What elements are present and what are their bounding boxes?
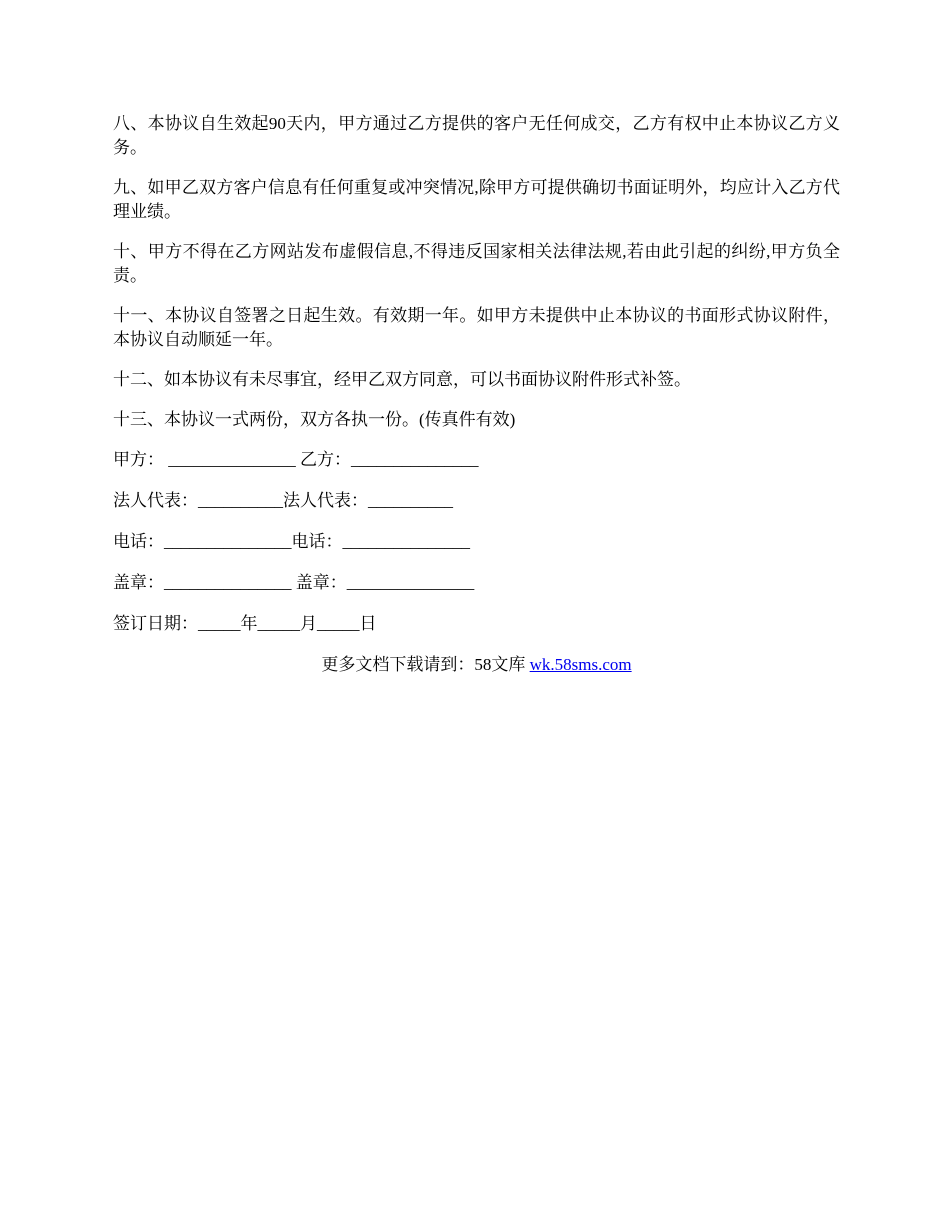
document-page [113,112,840,677]
signature-phone-line: 电话：_______________电话：_______________ [113,532,470,551]
signature-seal-line: 盖章：_______________ 盖章：_______________ [113,573,475,592]
signing-date-line: 签订日期：_____年_____月_____日 [113,614,377,633]
clause-10: 十、甲方不得在乙方网站发布虚假信息,不得违反国家相关法律法规,若由此引起的纠纷,甲方负全责。 [113,242,840,285]
clause-11: 十一、本协议自签署之日起生效。有效期一年。如甲方未提供中止本协议的书面形式协议附件，本协议自动顺延一年。 [113,306,840,349]
footer-download-note [113,653,840,677]
footer-text: 更多文档下载请到：58文库 [321,655,530,674]
signature-legal-rep-line: 法人代表：__________法人代表：__________ [113,491,453,510]
clause-9: 九、如甲乙双方客户信息有任何重复或冲突情况,除甲方可提供确切书面证明外，均应计入乙方代理业绩。 [113,178,840,221]
clause-12: 十二、如本协议有未尽事宜，经甲乙双方同意，可以书面协议附件形式补签。 [113,370,691,389]
signature-party-line: 甲方： _______________ 乙方：_______________ [113,450,479,469]
footer-link[interactable]: wk.58sms.com [529,655,632,674]
clause-8: 八、本协议自生效起90天内，甲方通过乙方提供的客户无任何成交，乙方有权中止本协议乙方义务。 [113,114,840,157]
clause-13: 十三、本协议一式两份，双方各执一份。(传真件有效) [113,410,516,429]
